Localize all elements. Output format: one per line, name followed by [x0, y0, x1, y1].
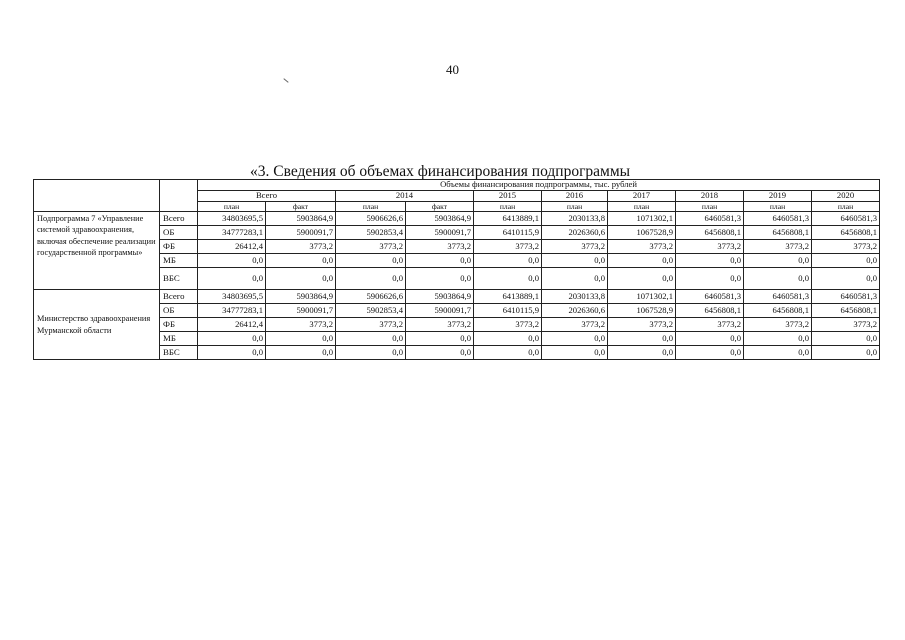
header-year: 2019: [744, 191, 812, 202]
table-cell: 6460581,3: [676, 212, 744, 226]
table-row: [34, 226, 880, 240]
table-cell: 6410115,9: [474, 226, 542, 240]
table-cell: 5900091,7: [406, 226, 474, 240]
subheader: план: [744, 202, 812, 212]
table-cell: 6460581,3: [812, 212, 880, 226]
table-row: [34, 212, 880, 226]
header-year: Всего: [198, 191, 336, 202]
table-cell: 0,0: [336, 332, 406, 346]
table-cell: 0,0: [744, 346, 812, 360]
program-label: Подпрограмма 7 «Управление системой здравоохранения, включая обеспечение реализации государственной программы»: [34, 212, 160, 290]
subheader: план: [198, 202, 266, 212]
table-cell: 0,0: [406, 332, 474, 346]
table-cell: 34803695,5: [198, 212, 266, 226]
table-cell: 0,0: [474, 254, 542, 268]
table-cell: 0,0: [198, 254, 266, 268]
table-cell: 6456808,1: [744, 226, 812, 240]
table-row: [34, 332, 880, 346]
table-cell: 0,0: [608, 268, 676, 290]
subheader: план: [474, 202, 542, 212]
table-cell: 3773,2: [812, 318, 880, 332]
table-row: [34, 304, 880, 318]
table-cell: 3773,2: [608, 318, 676, 332]
table-cell: 6456808,1: [676, 304, 744, 318]
table-cell: 26412,4: [198, 318, 266, 332]
table-cell: 3773,2: [474, 240, 542, 254]
table-cell: 0,0: [542, 268, 608, 290]
program-label: Министерство здравоохранения Мурманской области: [34, 290, 160, 360]
table-cell: 0,0: [676, 346, 744, 360]
table-cell: 0,0: [744, 332, 812, 346]
table-cell: 5902853,4: [336, 304, 406, 318]
table-body: [34, 180, 880, 360]
table-cell: 2026360,6: [542, 304, 608, 318]
funding-source: ФБ: [160, 318, 198, 332]
table-cell: 6460581,3: [744, 212, 812, 226]
subheader: план: [336, 202, 406, 212]
table-cell: 0,0: [336, 346, 406, 360]
table-cell: 2030133,8: [542, 290, 608, 304]
table-cell: 1067528,9: [608, 304, 676, 318]
table-cell: 6456808,1: [812, 304, 880, 318]
header-year: 2018: [676, 191, 744, 202]
table-cell: 0,0: [676, 268, 744, 290]
table-cell: 3773,2: [542, 318, 608, 332]
table-row: [34, 290, 880, 304]
table-cell: 0,0: [474, 332, 542, 346]
table-cell: 3773,2: [336, 318, 406, 332]
header-year: 2015: [474, 191, 542, 202]
table-cell: 6456808,1: [812, 226, 880, 240]
header-year: 2020: [812, 191, 880, 202]
table-cell: 0,0: [608, 254, 676, 268]
table-cell: 1071302,1: [608, 290, 676, 304]
table-cell: 6456808,1: [676, 226, 744, 240]
table-cell: 0,0: [198, 346, 266, 360]
table-cell: 5903864,9: [406, 212, 474, 226]
section-title: «3. Сведения об объемах финансирования подпрограммы: [250, 163, 631, 180]
table-cell: 0,0: [542, 332, 608, 346]
funding-source: ВБС: [160, 268, 198, 290]
funding-source: Всего: [160, 290, 198, 304]
table-cell: 3773,2: [474, 318, 542, 332]
table-cell: 5902853,4: [336, 226, 406, 240]
table-cell: 0,0: [406, 254, 474, 268]
table-cell: 0,0: [542, 346, 608, 360]
page-number: 40: [446, 62, 459, 77]
table-row: [34, 346, 880, 360]
table-cell: 6413889,1: [474, 212, 542, 226]
table-cell: 2030133,8: [542, 212, 608, 226]
table-cell: 0,0: [266, 268, 336, 290]
table-cell: 6413889,1: [474, 290, 542, 304]
funding-source: ОБ: [160, 304, 198, 318]
table-cell: 5903864,9: [266, 212, 336, 226]
table-row: [34, 268, 880, 290]
table-cell: 0,0: [744, 268, 812, 290]
subheader: план: [812, 202, 880, 212]
header-year: 2016: [542, 191, 608, 202]
table-cell: 3773,2: [608, 240, 676, 254]
table-cell: 5900091,7: [266, 304, 336, 318]
table-cell: 5906626,6: [336, 212, 406, 226]
funding-source: ФБ: [160, 240, 198, 254]
subheader: план: [542, 202, 608, 212]
header-financing: Объемы финансирования подпрограммы, тыс. рублей: [198, 180, 880, 191]
subheader: план: [676, 202, 744, 212]
table-cell: 0,0: [542, 254, 608, 268]
table-cell: 0,0: [474, 268, 542, 290]
table-cell: 0,0: [812, 254, 880, 268]
table-cell: 3773,2: [676, 318, 744, 332]
table-row: [34, 254, 880, 268]
table-cell: 6460581,3: [744, 290, 812, 304]
table-cell: 0,0: [266, 346, 336, 360]
table-cell: 6460581,3: [676, 290, 744, 304]
table-cell: 3773,2: [266, 240, 336, 254]
funding-source: МБ: [160, 332, 198, 346]
table-cell: 0,0: [198, 268, 266, 290]
table-cell: 0,0: [336, 254, 406, 268]
table-cell: 0,0: [812, 346, 880, 360]
header-year: 2017: [608, 191, 676, 202]
table-cell: 34777283,1: [198, 226, 266, 240]
table-cell: 0,0: [266, 254, 336, 268]
table-cell: 5903864,9: [266, 290, 336, 304]
table-cell: 26412,4: [198, 240, 266, 254]
table-cell: 1067528,9: [608, 226, 676, 240]
table-cell: 0,0: [336, 268, 406, 290]
table-cell: 0,0: [812, 332, 880, 346]
subheader: факт: [266, 202, 336, 212]
table-cell: 3773,2: [744, 318, 812, 332]
table-cell: 5906626,6: [336, 290, 406, 304]
table-row: [34, 318, 880, 332]
funding-source: Всего: [160, 212, 198, 226]
financing-table: [33, 179, 880, 360]
table-row: [34, 240, 880, 254]
table-cell: 34777283,1: [198, 304, 266, 318]
table-cell: 5900091,7: [406, 304, 474, 318]
funding-source: МБ: [160, 254, 198, 268]
header-corner-label: [34, 180, 160, 212]
table-cell: 0,0: [406, 346, 474, 360]
table-cell: 0,0: [608, 346, 676, 360]
table-cell: 0,0: [608, 332, 676, 346]
header-corner-source: [160, 180, 198, 212]
table-cell: 3773,2: [812, 240, 880, 254]
funding-source: ВБС: [160, 346, 198, 360]
header-row-main: [34, 180, 880, 191]
table-cell: 3773,2: [676, 240, 744, 254]
header-year: 2014: [336, 191, 474, 202]
table-cell: 6410115,9: [474, 304, 542, 318]
table-cell: 3773,2: [542, 240, 608, 254]
table-cell: 0,0: [474, 346, 542, 360]
table-cell: 0,0: [744, 254, 812, 268]
table-cell: 0,0: [406, 268, 474, 290]
scan-mark: [283, 78, 288, 83]
table-cell: 3773,2: [336, 240, 406, 254]
funding-source: ОБ: [160, 226, 198, 240]
subheader: факт: [406, 202, 474, 212]
table-cell: 0,0: [198, 332, 266, 346]
table-cell: 2026360,6: [542, 226, 608, 240]
table-cell: 3773,2: [744, 240, 812, 254]
table-cell: 1071302,1: [608, 212, 676, 226]
table-cell: 6456808,1: [744, 304, 812, 318]
table-cell: 34803695,5: [198, 290, 266, 304]
table-cell: 0,0: [676, 332, 744, 346]
table-cell: 3773,2: [266, 318, 336, 332]
table-cell: 5900091,7: [266, 226, 336, 240]
table-cell: 0,0: [676, 254, 744, 268]
table-cell: 5903864,9: [406, 290, 474, 304]
table-cell: 3773,2: [406, 240, 474, 254]
table-cell: 6460581,3: [812, 290, 880, 304]
table-cell: 0,0: [812, 268, 880, 290]
subheader: план: [608, 202, 676, 212]
table-cell: 3773,2: [406, 318, 474, 332]
table-cell: 0,0: [266, 332, 336, 346]
